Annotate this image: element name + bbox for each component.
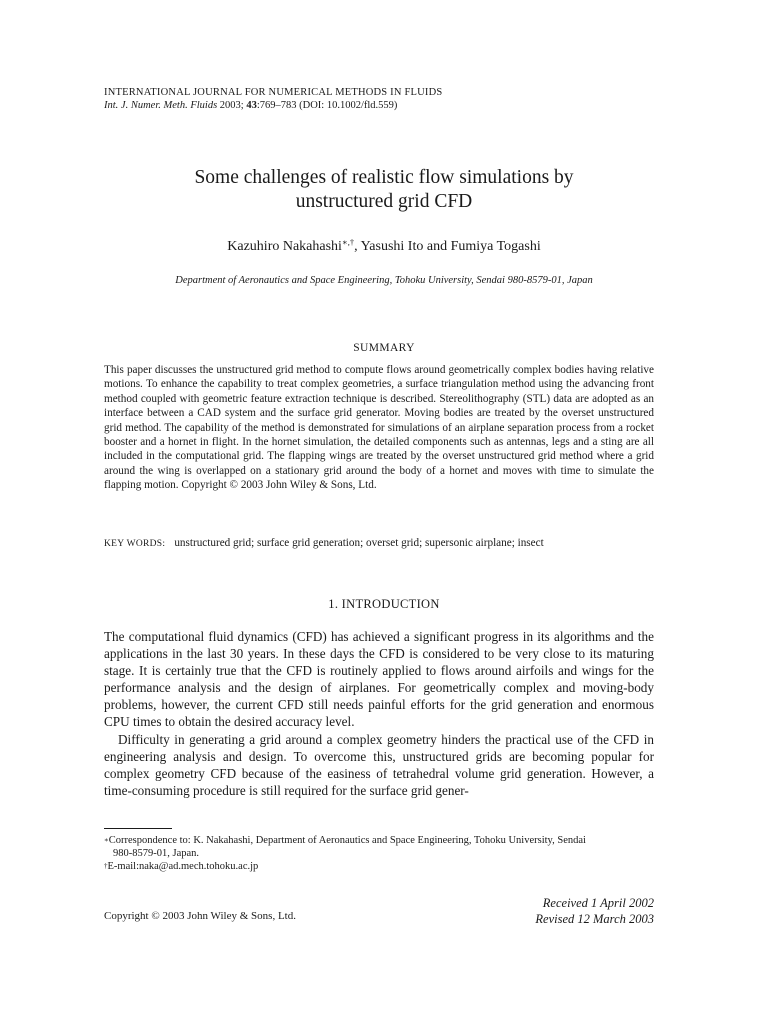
author-list (0, 239, 768, 255)
author-footnote-marks: ∗,† (341, 237, 355, 247)
footnote-correspondence (104, 834, 659, 847)
paragraph-1: The computational fluid dynamics (CFD) has achieved a significant progress in its algorithms and the applications in the last 30 years. In these days the CFD is considered to be very close to its maturing stage. It is certainly true that the CFD is routinely applied to flows around airfoils and wings for the performance analysis and the design of airplanes. For geometrically complex and moving-body problems, however, the current CFD still needs painful efforts for the grid generation and enormous CPU times to obtain the desired accuracy level. (104, 629, 654, 730)
journal-year: 2003; (219, 100, 244, 111)
footnote-mark-asterisk: ∗ (104, 836, 109, 844)
author-nakahashi: Kazuhiro Nakahashi (227, 239, 342, 254)
title-line-2: unstructured grid CFD (295, 191, 473, 212)
footnote-mark-dagger: † (104, 862, 108, 870)
affiliation: Department of Aeronautics and Space Engineering, Tohoku University, Sendai 980-8579-01, Japan (175, 275, 593, 286)
revised-date: Revised 12 March 2003 (535, 912, 654, 926)
copyright-notice: Copyright © 2003 John Wiley & Sons, Ltd. (104, 910, 296, 922)
journal-citation (104, 99, 442, 112)
summary-heading: SUMMARY (353, 342, 415, 354)
title-line-1: Some challenges of realistic flow simulations by (194, 167, 574, 188)
keywords (104, 537, 664, 549)
paper-title (0, 166, 768, 214)
keywords-label: KEY WORDS: (104, 539, 166, 549)
section-heading-introduction: 1. INTRODUCTION (328, 597, 440, 611)
footnote-email (104, 860, 659, 873)
footnote-correspondence-text: Correspondence to: K. Nakahashi, Department of Aeronautics and Space Engineering, Tohoku University, Sendai (108, 835, 586, 846)
journal-name: INTERNATIONAL JOURNAL FOR NUMERICAL METHODS IN FLUIDS (104, 87, 443, 98)
journal-pages-doi: :769–783 (DOI: 10.1002/fld.559) (256, 100, 398, 111)
journal-abbrev: Int. J. Numer. Meth. Fluids (104, 100, 218, 111)
received-date: Received 1 April 2002 (542, 896, 654, 910)
keywords-text: unstructured grid; surface grid generation; overset grid; supersonic airplane; insect (174, 537, 544, 549)
footnote-correspondence-cont: 980-8579-01, Japan. (113, 848, 200, 859)
footnote-email-text: E-mail:naka@ad.mech.tohoku.ac.jp (107, 861, 259, 872)
footnotes (104, 834, 659, 873)
footnote-rule (104, 828, 172, 829)
authors-rest: , Yasushi Ito and Fumiya Togashi (354, 239, 541, 254)
abstract-text: This paper discusses the unstructured grid method to compute flows around geometrically complex bodies having relative motions. To enhance the capability to treat complex geometries, a surface triangulation method using the advancing front method coupled with geometric feature extraction technique is described. Stereolithography (STL) data are adopted as an interface between a CAD system and the surface grid generator. Moving bodies are treated by the overset unstructured grid method. The capability of the method is demonstrated for simulations of an airplane separation process from a rocket booster and a hornet in flight. In the hornet simulation, the detailed components such as antennas, legs and a sting are all included in the computational grid. The flapping wings are treated by the overset unstructured grid method where a grid around the wing is overlapped on a stationary grid around the body of a hornet and moves with time to simulate the flapping motion. Copyright © 2003 John Wiley & Sons, Ltd. (104, 364, 654, 492)
received-dates (535, 895, 654, 927)
journal-volume: 43 (246, 100, 257, 111)
journal-header (104, 86, 442, 112)
introduction-body (104, 628, 654, 799)
paragraph-2: Difficulty in generating a grid around a complex geometry hinders the practical use of the CFD in engineering analysis and design. To overcome this, unstructured grids are becoming popular for complex geometry CFD because of the easiness of tetrahedral volume grid generation. However, a time-consuming procedure is still required for the surface grid gener- (104, 731, 654, 798)
